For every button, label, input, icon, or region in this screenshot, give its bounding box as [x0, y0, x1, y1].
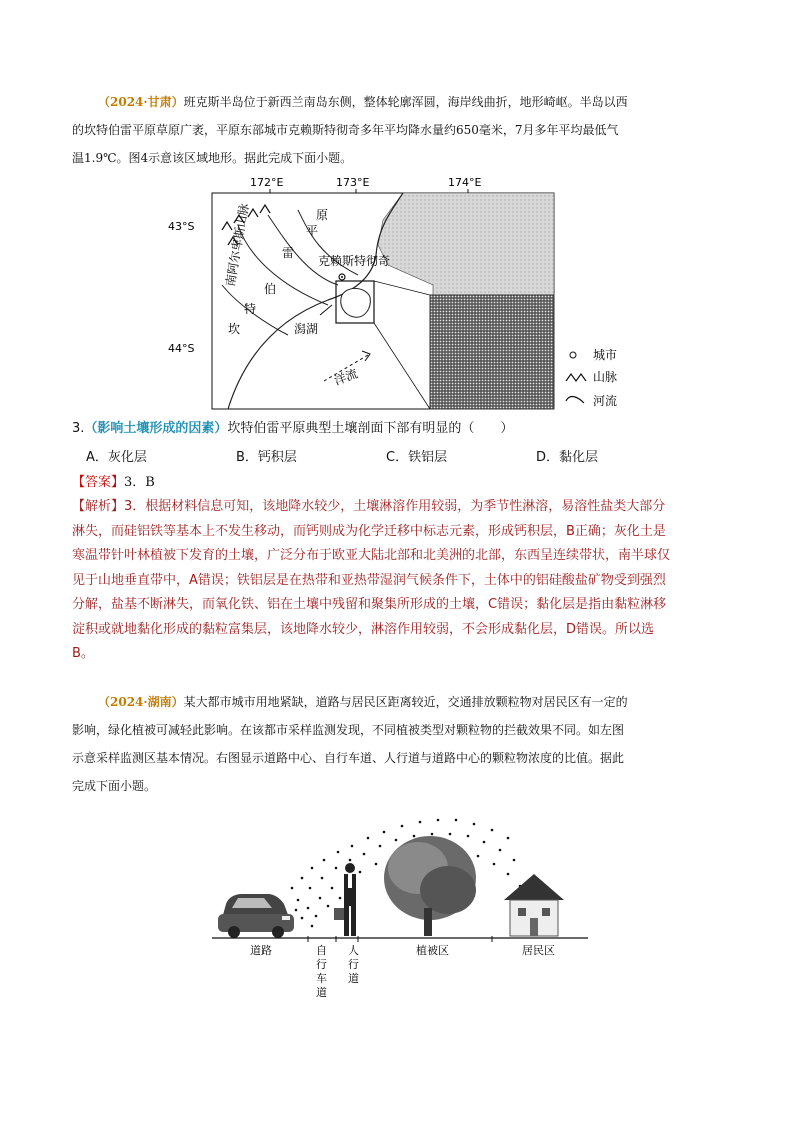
label-plain-f: 雷	[282, 246, 295, 260]
q1-stem-line1: 班克斯半岛位于新西兰南岛东侧，整体轮廓浑圆，海岸线曲折，地形崎岖。半岛以西	[183, 95, 628, 109]
q2-stem-line3: 示意采样监测区基本情况。右图显示道路中心、自行车道、人行道与道路中心的颗粒物浓度的比值。据此	[72, 751, 625, 765]
terrain-map	[168, 175, 618, 415]
q1-source: （2024·甘肃）	[98, 95, 184, 109]
analysis-line: 见于山地垂直带中，A错误；铁铝层是在热带和亚热带湿润气候条件下，土体中的铝硅酸盐矿物受到强烈	[72, 572, 666, 588]
option-c[interactable]: C．铁铝层	[386, 450, 448, 465]
legend-mountain-icon	[566, 374, 586, 381]
sampling-illustration	[212, 808, 588, 1008]
q3-tag: （影响土壤形成的因素）	[84, 421, 228, 436]
option-a[interactable]: A．灰化层	[86, 450, 147, 465]
zone-bike-3: 车	[316, 972, 327, 985]
answer-line	[72, 471, 155, 490]
label-mountain: 南阿尔卑斯山脉	[223, 202, 252, 288]
lon-172: 172°E	[250, 176, 284, 189]
q3-options	[86, 446, 706, 465]
analysis-line: B。	[72, 646, 94, 661]
label-plain-e: 伯	[264, 282, 277, 296]
analysis-line: 寒温带针叶林植被下发育的土壤，广泛分布于欧亚大陆北部和北美洲的北部，东西呈连续带状，南半球仅	[72, 548, 671, 563]
label-plain-c: 坎	[228, 322, 241, 336]
zone-vegetation: 植被区	[416, 944, 449, 957]
label-plain-b: 原	[316, 208, 329, 222]
zone-walk-1: 人	[348, 944, 359, 957]
zone-residential: 居民区	[522, 944, 555, 957]
zone-walk-2: 行	[348, 958, 359, 971]
option-d[interactable]: D．黏化层	[536, 450, 599, 465]
answer-label: 【答案】	[72, 475, 125, 490]
zone-bike-4: 道	[316, 986, 327, 999]
label-city: 克赖斯特彻奇	[318, 254, 391, 268]
q1-stem-line3: 温1.9℃。图4示意该区域地形。据此完成下面小题。	[72, 151, 353, 165]
lat-43: 43°S	[168, 220, 195, 233]
tree-icon	[384, 836, 476, 936]
legend-mountain: 山脉	[593, 370, 618, 384]
q1-stem	[72, 88, 720, 172]
q3-number: 3.	[72, 421, 85, 436]
peninsula	[341, 288, 371, 317]
legend-city: 城市	[593, 348, 618, 362]
q2-stem	[72, 688, 720, 800]
label-current: 洋流	[332, 366, 360, 388]
legend-river: 河流	[593, 394, 618, 408]
house-icon	[504, 874, 564, 936]
q2-source: （2024·湖南）	[98, 695, 184, 709]
q3-text: 坎特伯雷平原典型土壤剖面下部有明显的（ ）	[227, 421, 514, 436]
lon-173: 173°E	[336, 176, 370, 189]
q1-stem-line2: 的坎特伯雷平原草原广袤，平原东部城市克赖斯特彻奇多年平均降水量约650毫米，7月多年平均最低气	[72, 123, 619, 137]
q2-stem-line1: 某大都市城市用地紧缺，道路与居民区距离较近，交通排放颗粒物对居民区有一定的	[183, 695, 628, 709]
lat-44: 44°S	[168, 342, 195, 355]
zone-road: 道路	[250, 944, 272, 957]
option-b[interactable]: B．钙积层	[236, 450, 297, 465]
zone-walk-3: 道	[348, 972, 359, 985]
legend-river-icon	[566, 397, 584, 403]
analysis-line: 淋失，而硅铝铁等基本上不发生移动，而钙则成为化学迁移中标志元素，形成钙积层，B正确；灰化土是	[72, 523, 666, 539]
zone-bike-1: 自	[316, 944, 327, 957]
q2-stem-line2: 影响，绿化植被可减轻此影响。在该都市采样监测发现，不同植被类型对颗粒物的拦截效果不同。如左图	[72, 723, 625, 737]
zone-bike-2: 行	[316, 958, 327, 971]
car-icon	[218, 894, 294, 938]
answer-value: 3．B	[124, 475, 155, 490]
q2-stem-line4: 完成下面小题。	[72, 779, 157, 793]
question-3	[72, 418, 513, 440]
label-plain-a: 平	[306, 224, 319, 238]
inset-image	[430, 295, 554, 409]
analysis-block	[72, 495, 722, 667]
label-plain-d: 特	[244, 302, 257, 316]
analysis-line: 淀积或就地黏化形成的黏粒富集层，该地降水较少，淋溶作用较弱，不会形成黏化层，D错误。所以选	[72, 621, 655, 637]
label-lagoon: 潟湖	[294, 322, 319, 336]
legend-city-icon	[570, 352, 576, 358]
analysis-line: 【解析】3．根据材料信息可知，该地降水较少，土壤淋溶作用较弱，为季节性淋溶，易溶性盐类大部分	[72, 499, 666, 514]
person-icon	[334, 863, 356, 936]
analysis-line: 分解，盐基不断淋失，而氧化铁、铝在土壤中残留和聚集所形成的土壤，C错误；黏化层是指由黏粒淋移	[72, 597, 667, 612]
lon-174: 174°E	[448, 176, 482, 189]
